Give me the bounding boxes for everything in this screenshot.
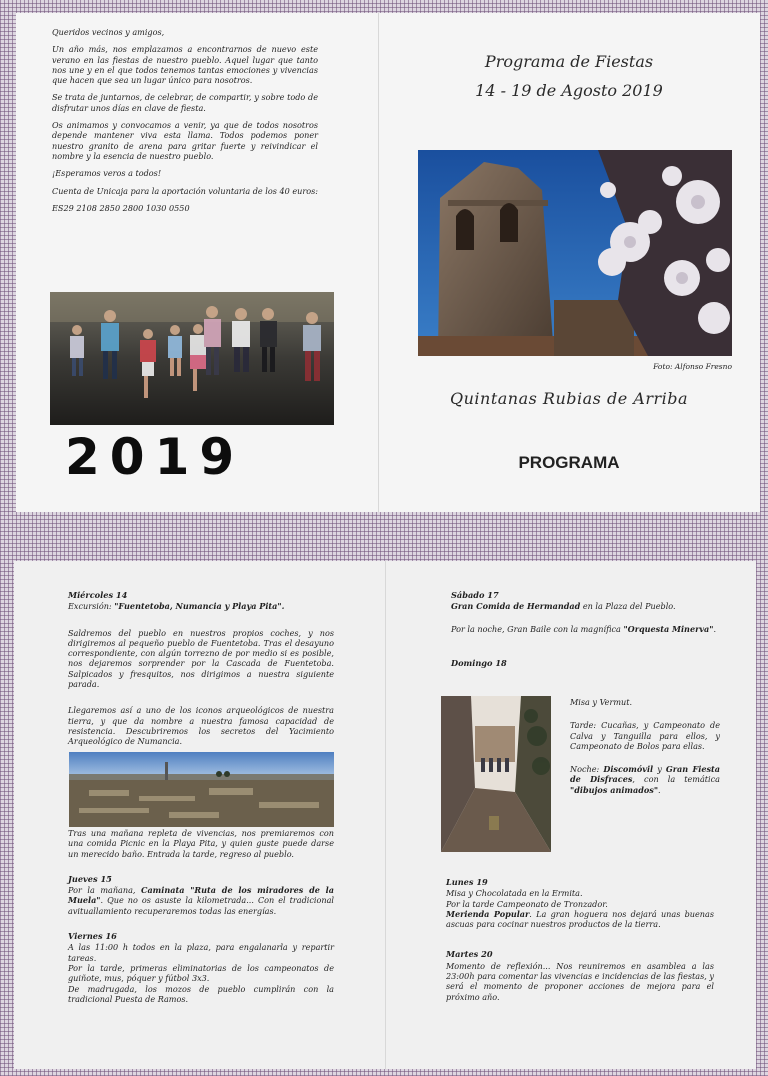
friday-line-2: Por la tarde, primeras eliminatorias de los campeonatos de guiñote, mus, póquer y fútbol 3x3. bbox=[68, 962, 334, 984]
bottom-sheet bbox=[14, 561, 756, 1069]
letter-paragraph-4: ¡Esperamos veros a todos! bbox=[52, 168, 162, 179]
day-monday: Lunes 19 bbox=[446, 877, 488, 887]
friday-line-3: De madrugada, los mozos de pueblo cumplirán con la tradicional Puesta de Ramos. bbox=[68, 983, 334, 1004]
thursday-text: Por la mañana, Caminata "Ruta de los miradores de la Muela". Que no os asuste la kilometrada... Con el tradicional avituallamiento recuperaremos todas las energías. bbox=[68, 885, 334, 916]
saturday-section bbox=[451, 590, 719, 612]
saturday-meal: Gran Comida de Hermandad en la Plaza del Pueblo. bbox=[451, 601, 676, 612]
monday-line-2: Por la tarde Campeonato de Tronzador. bbox=[446, 898, 608, 909]
schedule-left bbox=[68, 590, 334, 755]
friday-section bbox=[68, 931, 334, 1004]
village-name: Quintanas Rubias de Arriba bbox=[449, 389, 689, 408]
cover-title: Programa de Fiestas bbox=[484, 52, 654, 71]
wednesday-paragraph-2: Llegaremos así a uno de los iconos arqueológicos de nuestra tierra, y que da nombre a nuestra famosa capacidad de resistencia. Descubriremos los secretos del Yacimiento Arqueológico de Numancia. bbox=[68, 705, 334, 747]
numancia-photo bbox=[69, 752, 334, 827]
schedule-right bbox=[451, 590, 719, 669]
letter-greeting: Queridos vecinos y amigos, bbox=[52, 27, 165, 37]
day-friday: Viernes 16 bbox=[68, 931, 117, 942]
monday-line-1: Misa y Chocolatada en la Ermita. bbox=[446, 888, 583, 899]
day-thursday: Jueves 15 bbox=[68, 873, 112, 884]
saturday-night: Por la noche, Gran Baile con la magnífica "Orquesta Minerva". bbox=[451, 623, 717, 634]
day-wednesday: Miércoles 14 bbox=[68, 590, 128, 600]
handwritten-year: 2019 bbox=[65, 428, 245, 486]
church-photo bbox=[418, 150, 732, 356]
sunday-mass: Misa y Vermut. bbox=[570, 697, 633, 707]
sunday-afternoon: Tarde: Cucañas, y Campeonato de Calva y Tanguilla para ellos, y Campeonato de Bolos para ellas. bbox=[570, 720, 720, 751]
day-saturday: Sábado 17 bbox=[451, 590, 499, 600]
wednesday-excursion: Excursión: "Fuentetoba, Numancia y Playa Pita". bbox=[68, 601, 285, 612]
day-sunday: Domingo 18 bbox=[451, 657, 507, 668]
wednesday-paragraph-1: Saldremos del pueblo en nuestros propios coches, y nos dirigiremos al pequeño pueblo de Fuentetoba. Tras el desayuno correspondiente, con algún torrezno de por medio si es posible, nos dejaremos sorprender por la Cascada de Fuentetoba. Salpicados y fresquitos, nos dirigimos a nuestra siguiente parada. bbox=[68, 627, 334, 690]
street-photo bbox=[441, 696, 551, 852]
day-tuesday: Martes 20 bbox=[446, 949, 493, 960]
letter-paragraph-5: Cuenta de Unicaja para la aportación voluntaria de los 40 euros: bbox=[52, 185, 318, 196]
photo-credit: Foto: Alfonso Fresno bbox=[653, 362, 732, 371]
monday-section bbox=[446, 877, 714, 929]
letter-panel bbox=[52, 27, 318, 220]
monday-line-3: Merienda Popular. La gran hoguera nos dejará unas buenas ascuas para cocinar nuestros productos de la tierra. bbox=[446, 908, 714, 930]
cover-panel bbox=[378, 13, 760, 512]
tuesday-text: Momento de reflexión... Nos reuniremos en asamblea a las 23:00h para comentar las vivencias e incidencias de las fiestas, y será el momento de proponer acciones de mejora para el próximo año. bbox=[446, 960, 714, 1002]
letter-paragraph-1: Un año más, nos emplazamos a encontrarnos de nuevo este verano en las fiestas de nuestro pueblo. Aquel lugar que tanto nos une y en el que todos tenemos tantas emociones y vivencias que hacen que sea un lugar único para nosotros. bbox=[52, 44, 318, 86]
cover-dates: 14 - 19 de Agosto 2019 bbox=[475, 81, 663, 100]
schedule-left-continued bbox=[68, 828, 334, 1019]
schedule-right-continued bbox=[446, 877, 714, 1017]
thursday-section bbox=[68, 874, 334, 916]
letter-paragraph-3: Os animamos y convocamos a venir, ya que de todos nosotros depende mantener viva esta llama. Todos podemos poner nuestro granito de arena para gritar fuerte y reivindicar el nombre y la esencia de nuestro pueblo. bbox=[52, 120, 318, 161]
group-photo bbox=[50, 292, 334, 425]
sunday-night: Noche: Discomóvil y Gran Fiesta de Disfraces, con la temática "dibujos animados". bbox=[570, 764, 721, 795]
top-sheet bbox=[16, 13, 760, 512]
tuesday-section bbox=[446, 949, 714, 1001]
fold-line bbox=[385, 561, 386, 1069]
friday-line-1: A las 11:00 h todos en la plaza, para engalanarla y repartir tareas. bbox=[68, 942, 334, 963]
letter-paragraph-2: Se trata de juntarnos, de celebrar, de compartir, y sobre todo de disfrutar unos días en clave de fiesta. bbox=[52, 92, 318, 113]
program-heading: PROGRAMA bbox=[518, 453, 620, 472]
bank-iban: ES29 2108 2850 2800 1030 0550 bbox=[52, 202, 190, 213]
wednesday-paragraph-3: Tras una mañana repleta de vivencias, nos premiaremos con una comida Picnic en la Playa Pita, y quien guste puede darse un merecido baño. Entrada la tarde, regreso al pueblo. bbox=[68, 828, 334, 859]
sunday-details bbox=[570, 697, 720, 795]
